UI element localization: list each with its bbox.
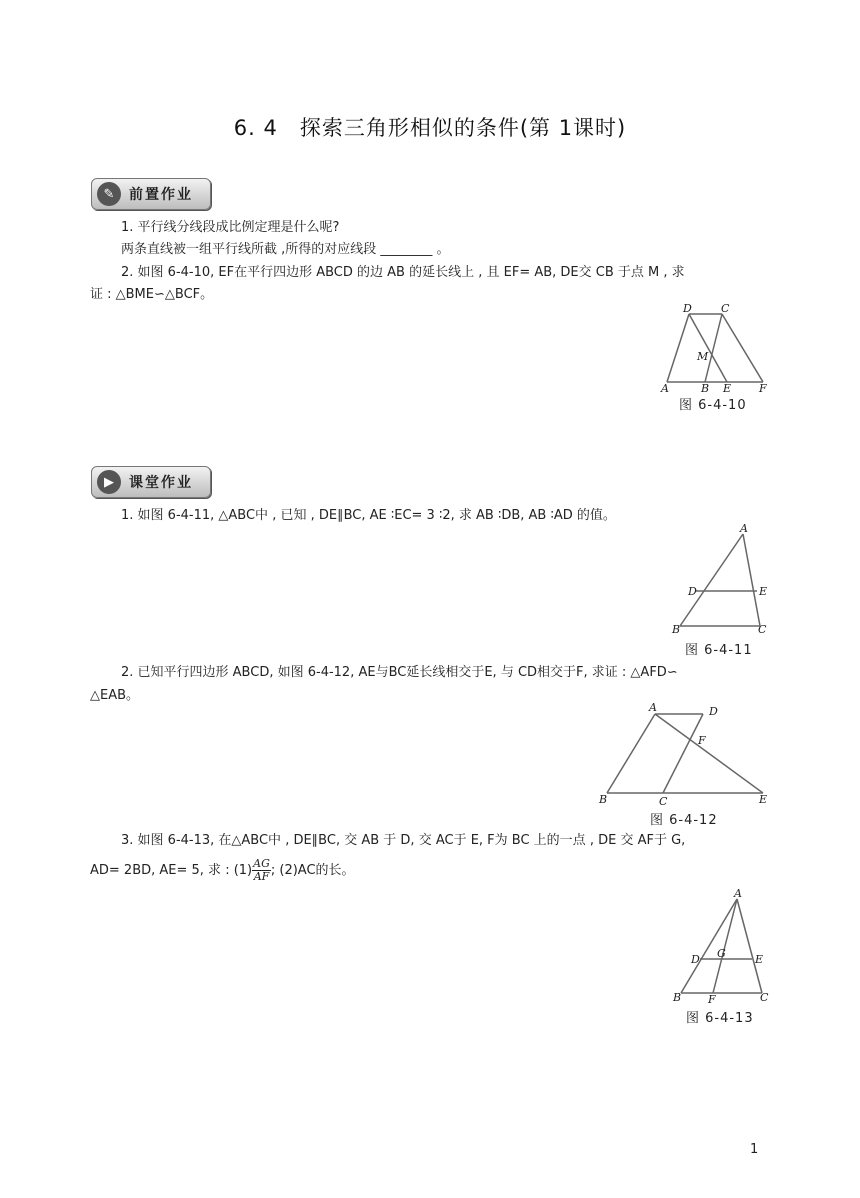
fig12-label-C: C (659, 795, 668, 808)
pre-q1-line2: 两条直线被一组平行线所截 ,所得的对应线段 ________ 。 (121, 242, 450, 257)
fig13-label-E: E (755, 953, 764, 966)
figure-6-4-12 (595, 698, 775, 808)
figure-6-4-13 (668, 885, 778, 1005)
fig11-label-A: A (740, 522, 748, 535)
section-label-pre: 前置作业 (129, 187, 193, 203)
fig12-label-A: A (649, 701, 657, 714)
fig12-label-F: F (698, 734, 706, 747)
fig10-label-B: B (701, 382, 710, 395)
fig11-label-C: C (758, 623, 767, 635)
play-icon: ▶ (97, 470, 121, 494)
fig13-label-B: B (673, 991, 682, 1004)
fig10-label-F: F (759, 382, 767, 395)
class-q2-line2: △EAB。 (90, 688, 140, 703)
class-q3-line2-post: ; (2)AC的长。 (270, 863, 355, 878)
section-label-class: 课堂作业 (129, 475, 193, 491)
fig12-label-D: D (709, 705, 718, 718)
caption-6-4-11: 图 6-4-11 (685, 643, 753, 658)
class-q3-line1: 3. 如图 6-4-13, 在△ABC中 , DE∥BC, 交 AB 于 D, 交 AC于 E, F为 BC 上的一点 , DE 交 AF于 G, (121, 833, 686, 848)
fig13-label-G: G (717, 947, 726, 960)
figure-6-4-10 (655, 300, 775, 395)
pencil-icon: ✎ (97, 182, 121, 206)
figure-6-4-11 (668, 520, 778, 635)
fig10-label-E: E (723, 382, 732, 395)
pre-q2-line1: 2. 如图 6-4-10, EF在平行四边形 ABCD 的边 AB 的延长线上 , 且 EF= AB, DE交 CB 于点 M , 求 (121, 265, 685, 280)
fig12-label-B: B (599, 793, 608, 806)
fraction-numerator: AG (253, 857, 270, 870)
page-title: 6. 4 探索三角形相似的条件(第 1课时) (233, 116, 627, 140)
section-badge-class (91, 466, 211, 498)
pre-q1-line1: 1. 平行线分线段成比例定理是什么呢? (121, 220, 340, 235)
fig13-label-A: A (734, 887, 742, 900)
caption-6-4-10: 图 6-4-10 (679, 398, 747, 413)
section-badge-pre (91, 178, 211, 210)
fig13-label-D: D (691, 953, 700, 966)
class-q3-line2 (90, 858, 355, 883)
caption-6-4-12: 图 6-4-12 (650, 813, 718, 828)
class-q3-line2-pre: AD= 2BD, AE= 5, 求 : (1) (90, 863, 253, 878)
fraction-denominator: AF (253, 870, 270, 883)
fraction-ag-af (252, 858, 271, 883)
fig12-label-E: E (759, 793, 768, 806)
fig10-label-A: A (661, 382, 669, 395)
fig11-label-D: D (688, 585, 697, 598)
class-q2-line1: 2. 已知平行四边形 ABCD, 如图 6-4-12, AE与BC延长线相交于E, 与 CD相交于F, 求证 : △AFD∽ (121, 665, 678, 680)
fig10-label-M: M (697, 350, 709, 363)
fig10-label-C: C (721, 302, 730, 315)
fig13-label-F: F (708, 993, 716, 1005)
class-q1-line1: 1. 如图 6-4-11, △ABC中 , 已知 , DE∥BC, AE ∶EC= 3 ∶2, 求 AB ∶DB, AB ∶AD 的值。 (121, 508, 616, 523)
fig10-label-D: D (683, 302, 692, 315)
page-number: 1 (750, 1142, 759, 1157)
fig11-label-B: B (672, 623, 681, 635)
pre-q2-line2: 证 : △BME∽△BCF。 (90, 287, 214, 302)
fig11-label-E: E (759, 585, 768, 598)
fig13-label-C: C (760, 991, 769, 1004)
caption-6-4-13: 图 6-4-13 (686, 1011, 754, 1026)
